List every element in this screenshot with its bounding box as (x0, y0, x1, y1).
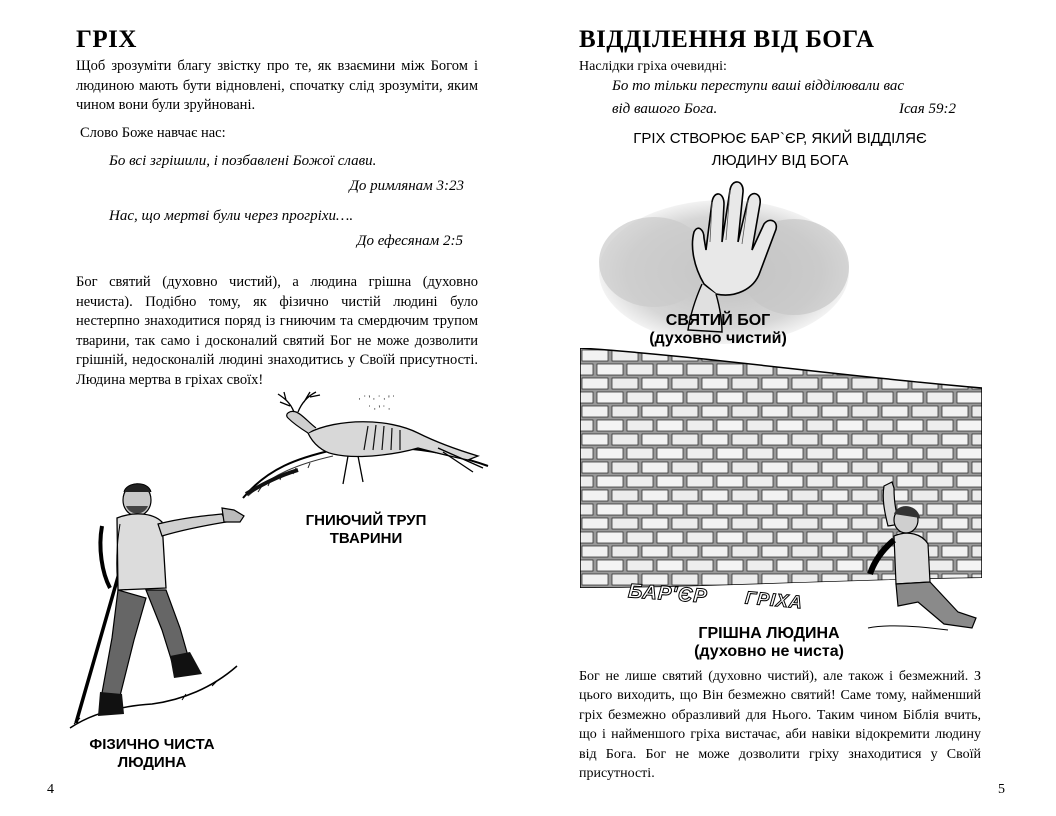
holy-god-caption-line1: СВЯТИЙ БОГ (665, 312, 771, 329)
verse-romans-ref: До римлянам 3:23 (349, 178, 464, 194)
page-number-right: 5 (998, 782, 1005, 797)
barrier-label-2: ГРІХА (744, 587, 804, 613)
consequences-label: Наслідки гріха очевидні: (579, 59, 727, 74)
carcass-caption (300, 512, 432, 548)
barrier-heading-line2: ЛЮДИНУ ВІД БОГА (711, 152, 849, 169)
barrier-heading (580, 128, 980, 172)
svg-text:· ˙ ' · ˙ · ' ˙: · ˙ ' · ˙ · ' ˙ (358, 394, 395, 404)
verse-ephesians-ref: До ефесянам 2:5 (356, 233, 463, 249)
carcass-caption-line1: ГНИЮЧИЙ ТРУП (305, 512, 427, 529)
verse-ephesians-text: Нас, що мертві були через прогріхи…. (109, 208, 354, 224)
svg-text:˙ · ' ˙ ·: ˙ · ' ˙ · (368, 404, 391, 414)
clean-man-caption-line2: ЛЮДИНА (117, 754, 187, 771)
holiness-paragraph: Бог святий (духовно чистий), а людина грішна (духовно нечиста). Подібно тому, як фізично чистій людині було нестерпно знаходитися поряд із гниючим та смердючим трупом тварини, так само і досконалий святий Бог не може дозволити грішній, недосконалій людині знаходитись у Своїй присутності. Людина мертва в гріхах своїх! (76, 274, 478, 388)
isaiah-verse-line1: Бо то тільки переступи ваші відділювали вас (612, 78, 905, 94)
sinful-man-caption-line1: ГРІШНА ЛЮДИНА (698, 625, 840, 642)
isaiah-verse-ref: Ісая 59:2 (899, 101, 956, 117)
page-title-separation: ВІДДІЛЕННЯ ВІД БОГА (579, 26, 875, 53)
sinful-man-illustration (848, 478, 982, 638)
carcass-caption-line2: ТВАРИНИ (329, 530, 403, 547)
verse-romans-text: Бо всі згрішили, і позбавлені Божої слави. (109, 153, 377, 169)
word-teaches-label: Слово Боже навчає нас: (80, 125, 226, 141)
barrier-label-1: БАР'ЄР (627, 580, 709, 608)
clean-man-caption-line1: ФІЗИЧНО ЧИСТА (89, 736, 215, 753)
clean-man-illustration (62, 478, 252, 730)
holy-god-caption (618, 312, 818, 348)
holy-god-caption-line2: (духовно чистий) (649, 330, 787, 347)
isaiah-verse-line2: від вашого Бога. (612, 101, 718, 117)
clean-man-caption (72, 736, 232, 772)
sinful-man-caption-line2: (духовно не чиста) (694, 643, 844, 660)
infinite-holiness-paragraph: Бог не лише святий (духовно чистий), але також і безмежний. З цього виходить, що Він безмежно святий! Саме тому, найменший гріх безмежно образливий для Нього. Таким чином Біблія вчить, що і найменшого гріха вистачає, аби навіки відокремити людину від Бога. Бог не може дозволити гріху знаходитися у Своїй присутності. (579, 669, 981, 782)
page-title-sin: ГРІХ (76, 26, 137, 53)
intro-paragraph: Щоб зрозуміти благу звістку про те, як взаємини між Богом і людиною мають бути відновлені, спочатку слід зрозуміти, яким чином вони були зруйновані. (76, 58, 478, 114)
rotting-carcass-illustration (238, 388, 493, 503)
sinful-man-caption (676, 625, 862, 661)
barrier-heading-line1: ГРІХ СТВОРЮЄ БАР`ЄР, ЯКИЙ ВІДДІЛЯЄ (633, 130, 927, 147)
page-number-left: 4 (47, 782, 54, 797)
